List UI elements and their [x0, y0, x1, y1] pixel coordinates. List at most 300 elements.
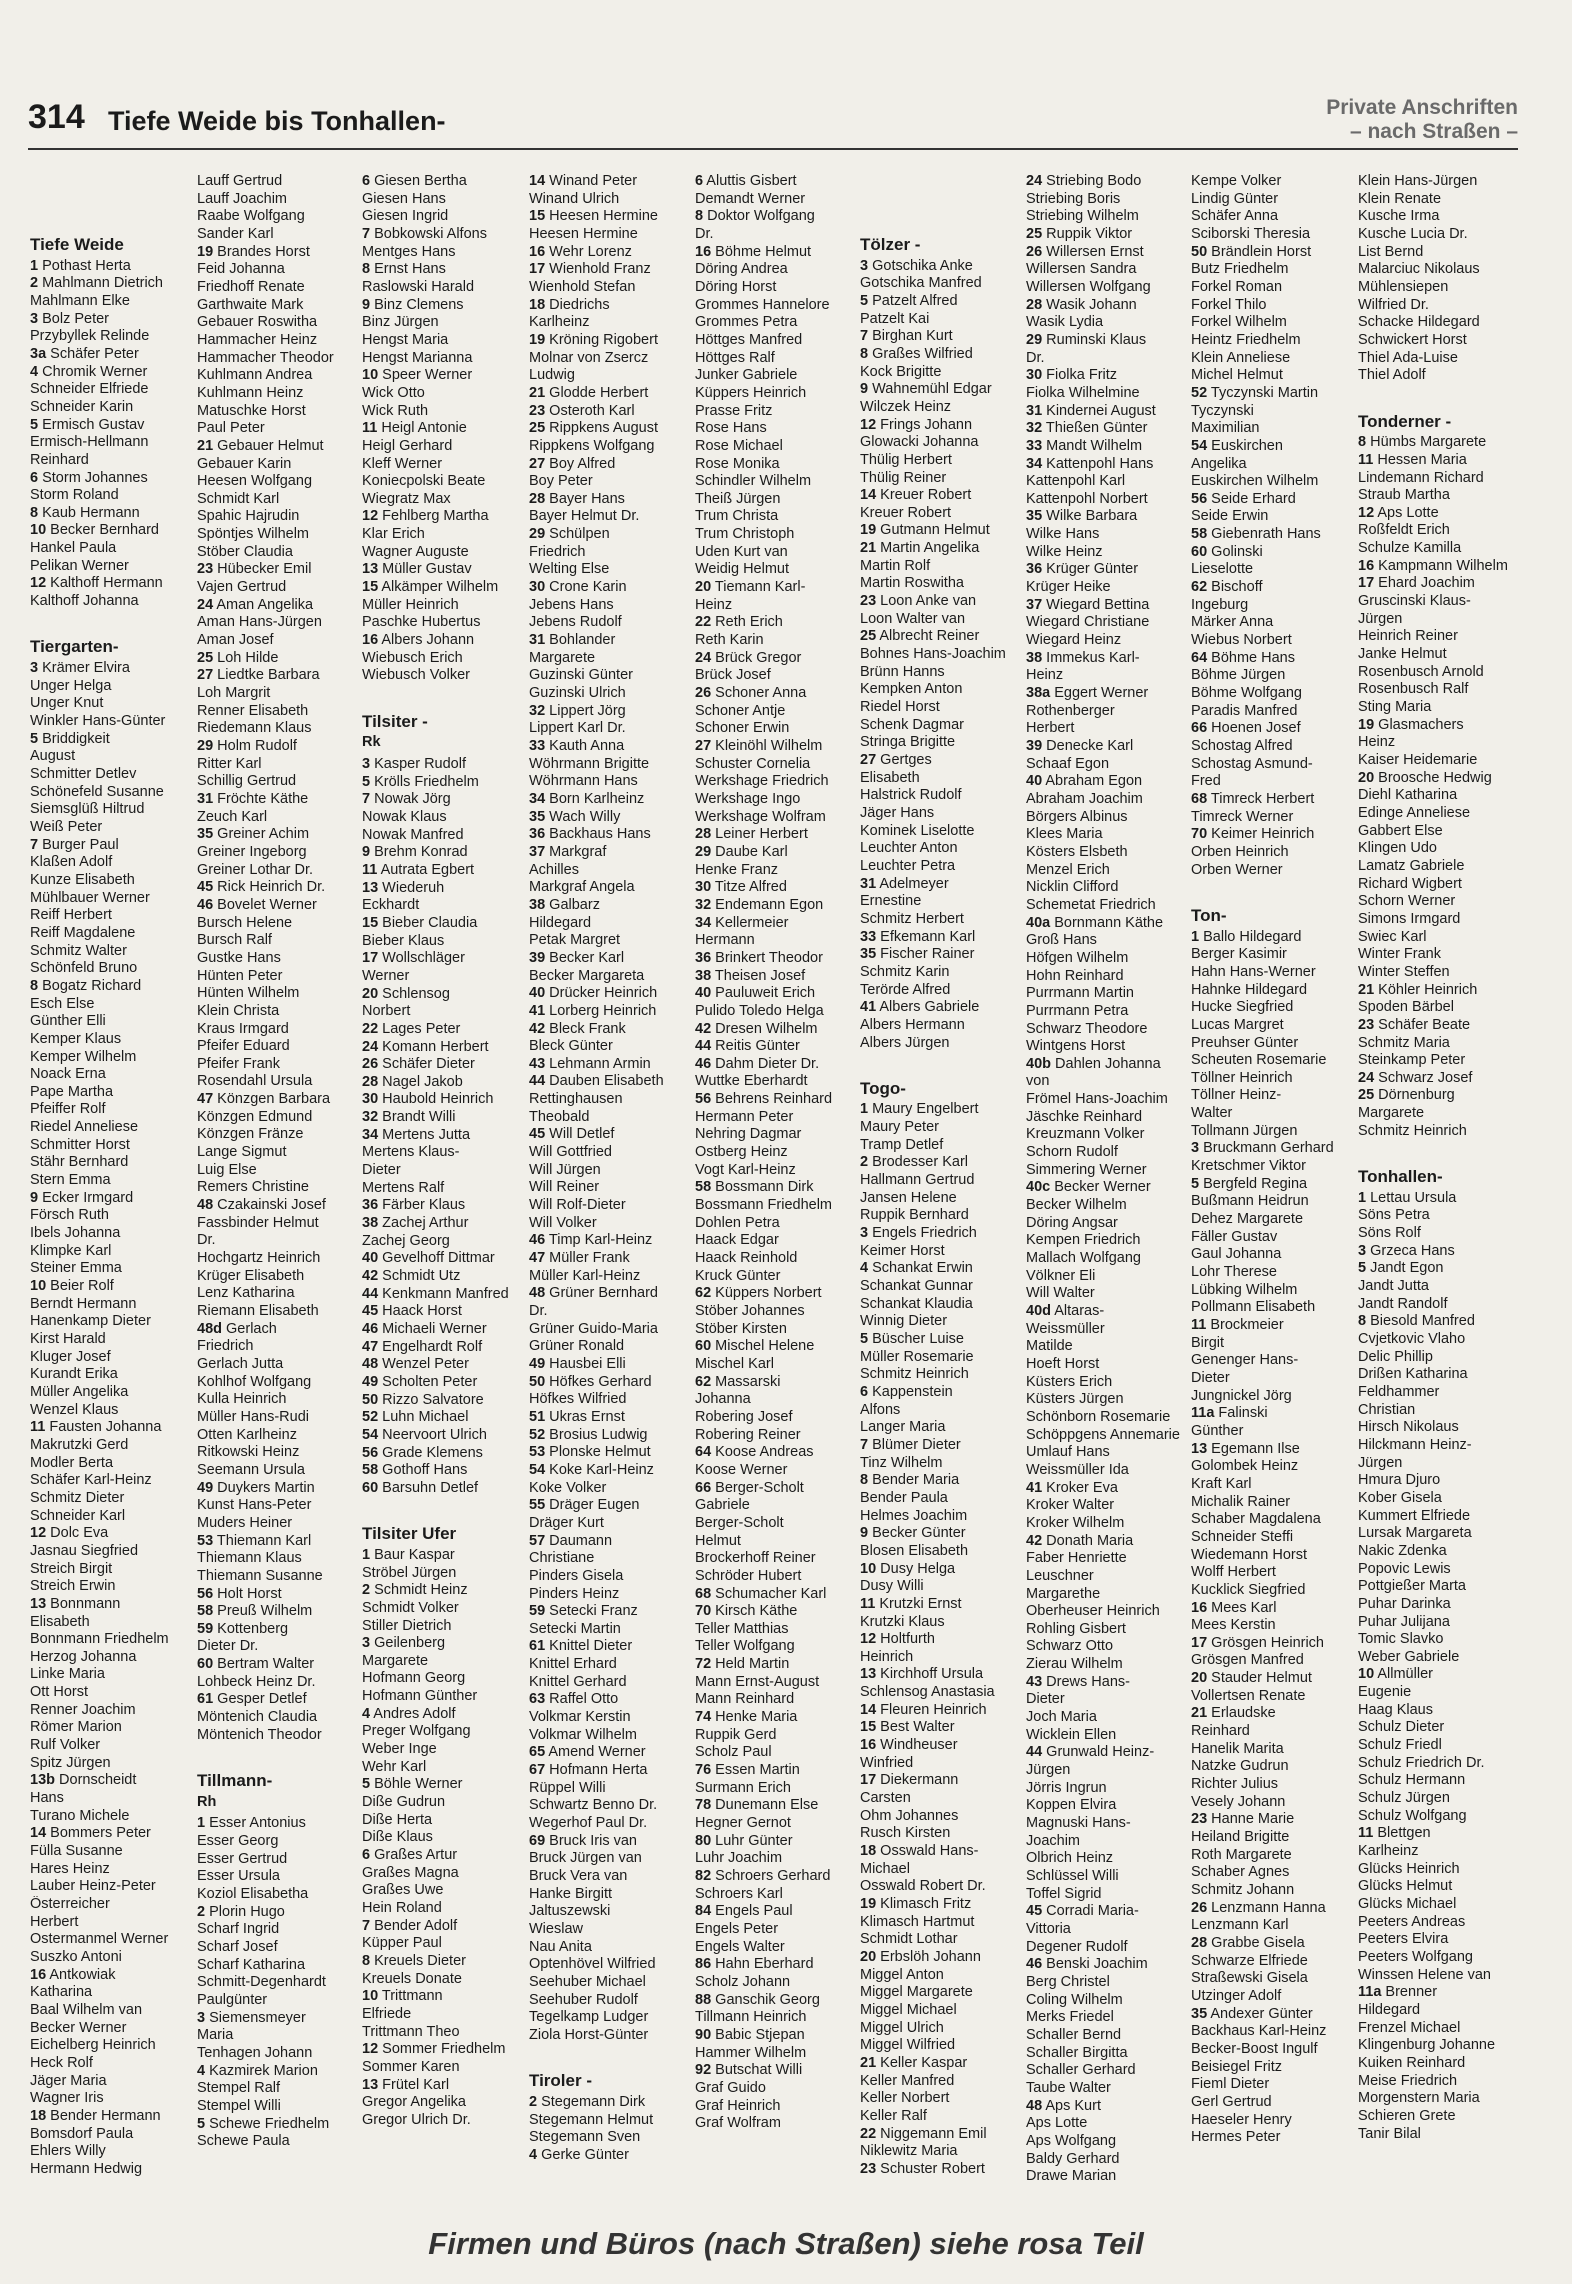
resident-entry: 67 Hofmann Herta — [529, 1762, 648, 1779]
resident-entry: Preuhser Günter — [1191, 1034, 1299, 1051]
resident-entry: Jäschke Reinhard — [1026, 1108, 1143, 1125]
resident-entry: Schmitz Heinrich — [1358, 1122, 1467, 1139]
resident-entry: Wenzel Klaus — [30, 1401, 119, 1418]
house-number: 3 — [1358, 1242, 1367, 1259]
resident-entry: Wiegratz Max — [362, 490, 451, 507]
resident-entry: Kominek Liselotte — [860, 822, 975, 839]
house-number: 28 — [1191, 1934, 1208, 1951]
resident-entry: 3a Schäfer Peter — [30, 345, 139, 362]
resident-entry: Trum Christoph — [695, 526, 795, 543]
resident-entry: Malarciuc Nikolaus — [1358, 261, 1480, 278]
resident-entry: 13b Dornscheidt — [30, 1772, 137, 1789]
house-number: 36 — [362, 1197, 379, 1214]
resident-entry: Heinrich Reiner — [1358, 628, 1458, 645]
resident-entry: 17 Diekermann — [860, 1772, 959, 1789]
resident-entry: Friedrich — [197, 1338, 254, 1355]
resident-entry: Hammacher Theodor — [197, 349, 334, 366]
resident-entry: Haeseler Henry — [1191, 2111, 1292, 2128]
resident-entry: Vittoria — [1026, 1920, 1071, 1937]
house-number: 53 — [197, 1532, 214, 1549]
house-number: 13 — [362, 2076, 379, 2093]
house-number: 47 — [362, 1338, 379, 1355]
resident-entry: Jungnickel Jörg — [1191, 1387, 1292, 1404]
house-number: 5 — [860, 1331, 869, 1347]
resident-entry: 40 Drücker Heinrich — [529, 985, 658, 1002]
resident-entry: Stöber Johannes — [695, 1303, 805, 1319]
resident-entry: Schostag Alfred — [1191, 738, 1293, 754]
resident-entry — [860, 208, 1028, 226]
resident-entry: Dohlen Petra — [695, 1214, 780, 1231]
resident-entry: Rosenbusch Arnold — [1358, 663, 1484, 680]
resident-entry: Pinders Gisela — [529, 1567, 624, 1584]
resident-entry: 34 Mertens Jutta — [362, 1126, 471, 1143]
resident-entry: Mann Ernst-August — [695, 1673, 820, 1690]
resident-entry: Söns Rolf — [1358, 1225, 1421, 1242]
house-number: 37 — [1026, 596, 1043, 613]
resident-entry: Werkshage Friedrich — [695, 773, 829, 790]
resident-entry: Möntenich Theodor — [197, 1726, 322, 1743]
resident-entry: Peeters Elvira — [1358, 1931, 1449, 1948]
resident-entry: Gerl Gertrud — [1191, 2093, 1272, 2110]
resident-entry: Setecki Martin — [529, 1620, 621, 1637]
resident-entry: Cvjetkovic Vlaho — [1358, 1331, 1466, 1347]
house-number: 11 — [1191, 1317, 1207, 1333]
resident-entry: Frenzel Michael — [1358, 2019, 1461, 2036]
resident-entry: 37 Wiegard Bettina — [1026, 596, 1150, 613]
resident-entry: Herbert — [30, 1913, 79, 1930]
resident-entry: Werkshage Wolfram — [695, 808, 826, 825]
resident-entry: Siemsglüß Hiltrud — [30, 801, 145, 818]
resident-entry: 18 Bender Hermann — [30, 2107, 161, 2124]
house-number: 44 — [362, 1285, 379, 1302]
resident-entry: Makrutzki Gerd — [30, 1436, 129, 1453]
resident-entry: Kretschmer Viktor — [1191, 1158, 1306, 1175]
house-number: 7 — [860, 328, 869, 345]
resident-entry: 36 Brinkert Theodor — [695, 949, 823, 966]
resident-entry: Boy Peter — [529, 473, 593, 490]
resident-entry: Graf Guido — [695, 2079, 766, 2096]
house-number: 49 — [362, 1373, 379, 1390]
house-number: 16 — [1358, 557, 1375, 574]
resident-entry: Rohling Gisbert — [1026, 1620, 1126, 1637]
resident-entry: Schieren Grete — [1358, 2107, 1456, 2124]
resident-entry: 11 Blettgen — [1358, 1825, 1431, 1842]
resident-entry: 40 Pauluweit Erich — [695, 985, 816, 1002]
resident-entry: 38 Theisen Josef — [695, 967, 806, 984]
resident-entry: 54 Koke Karl-Heinz — [529, 1461, 654, 1478]
resident-entry: Wilfried Dr. — [1358, 296, 1429, 313]
resident-entry: Wagner Auguste — [362, 543, 469, 560]
resident-entry: Miggel Ulrich — [860, 2019, 944, 2036]
resident-entry: 76 Essen Martin — [695, 1762, 800, 1779]
resident-entry: Hankel Paula — [30, 540, 117, 557]
resident-entry: Aman Josef — [197, 632, 274, 649]
resident-entry: 62 Bischoff — [1191, 579, 1263, 596]
resident-entry: 90 Babic Stjepan — [695, 2026, 805, 2043]
resident-entry: Michel Helmut — [1191, 367, 1283, 384]
resident-entry: Jörris Ingrun — [1026, 1779, 1107, 1796]
resident-entry: Lauff Joachim — [197, 190, 288, 207]
house-number: 24 — [362, 1038, 379, 1055]
house-number: 74 — [695, 1709, 712, 1726]
resident-entry: Kalthoff Johanna — [30, 593, 139, 610]
resident-entry: Wienhold Stefan — [529, 278, 636, 295]
resident-entry: Rettinghausen — [529, 1091, 623, 1108]
resident-entry: Giesen Hans — [362, 190, 446, 207]
resident-entry: Keller Manfred — [860, 2072, 955, 2089]
resident-entry: 45 Haack Horst — [362, 1303, 462, 1320]
house-number: 35 — [1026, 508, 1043, 525]
resident-entry: 16 Kampmann Wilhelm — [1358, 557, 1508, 574]
resident-entry: Schaller Birgitta — [1026, 2044, 1128, 2061]
house-number: 53 — [529, 1444, 546, 1461]
resident-entry: Pinders Heinz — [529, 1585, 620, 1602]
resident-entry: 46 Michaeli Werner — [362, 1321, 487, 1337]
resident-entry: Albers Jürgen — [860, 1034, 950, 1051]
resident-entry: 12 Kalthoff Hermann — [30, 575, 163, 592]
resident-entry: Aps Lotte — [1026, 2115, 1088, 2132]
resident-entry — [860, 191, 1028, 209]
resident-entry: Simons Irmgard — [1358, 910, 1461, 927]
house-number: 60 — [1191, 543, 1208, 560]
resident-entry: 2 Mahlmann Dietrich — [30, 275, 163, 292]
resident-entry: Söns Petra — [1358, 1207, 1430, 1224]
resident-entry: 21 Köhler Heinrich — [1358, 981, 1478, 998]
resident-entry: 23 Schuster Robert — [860, 2160, 985, 2177]
resident-entry: 35 Fischer Rainer — [860, 946, 975, 963]
resident-entry: 33 Efkemann Karl — [860, 928, 976, 945]
resident-entry: Jürgen — [1026, 1762, 1071, 1779]
house-number: 3 — [1191, 1140, 1200, 1157]
resident-entry: Dr. — [1026, 349, 1045, 366]
resident-entry: Kober Gisela — [1358, 1489, 1442, 1506]
resident-entry: Streich Birgit — [30, 1560, 113, 1577]
resident-entry: Esch Else — [30, 995, 95, 1012]
resident-entry: Ermisch-Hellmann — [30, 434, 149, 451]
house-number: 35 — [197, 826, 214, 843]
resident-entry: Glücks Michael — [1358, 1896, 1457, 1912]
resident-entry: Märker Anna — [1191, 614, 1274, 631]
resident-entry: Berger Kasimir — [1191, 946, 1287, 963]
resident-entry: Pape Martha — [30, 1083, 114, 1100]
house-number: 26 — [695, 685, 712, 702]
resident-entry: 8 Ernst Hans — [362, 261, 446, 278]
resident-entry: 25 Dörnenburg — [1358, 1087, 1455, 1104]
house-number: 34 — [529, 790, 546, 807]
house-number: 86 — [695, 1956, 712, 1973]
house-number: 17 — [1358, 575, 1375, 592]
house-number: 45 — [362, 1303, 379, 1320]
resident-entry: 43 Lehmann Armin — [529, 1055, 651, 1072]
resident-entry: Schuster Cornelia — [695, 755, 811, 772]
resident-entry: 31 Bohlander — [529, 632, 616, 649]
resident-entry: Willersen Wolfgang — [1026, 278, 1151, 295]
resident-entry: Schneider Elfriede — [30, 381, 149, 398]
resident-entry: 70 Kirsch Käthe — [695, 1603, 798, 1620]
resident-entry: 9 Brehm Konrad — [362, 844, 468, 861]
resident-entry: Johanna — [695, 1391, 751, 1408]
resident-entry: Surmann Erich — [695, 1779, 791, 1796]
resident-entry: 60 Barsuhn Detlef — [362, 1479, 479, 1496]
house-number: 20 — [695, 579, 712, 596]
house-number: 29 — [529, 526, 546, 543]
resident-entry: 40 Gevelhoff Dittmar — [362, 1250, 495, 1267]
resident-entry: 92 Butschat Willi — [695, 2062, 803, 2079]
resident-entry: Maximilian — [1191, 420, 1260, 437]
resident-entry: Kurandt Erika — [30, 1366, 118, 1383]
resident-entry: Robering Reiner — [695, 1426, 801, 1443]
resident-entry: Kusche Lucia Dr. — [1358, 225, 1468, 242]
resident-entry: 29 Daube Karl — [695, 843, 788, 860]
resident-entry: Renner Elisabeth — [197, 702, 309, 719]
house-number: 48 — [1026, 2097, 1043, 2114]
resident-entry: Jäger Maria — [30, 2072, 107, 2089]
resident-entry: Bohnes Hans-Joachim — [860, 646, 1006, 663]
resident-entry: Hallmann Gertrud — [860, 1172, 975, 1189]
house-number: 26 — [1026, 243, 1043, 260]
resident-entry: Uden Kurt van — [695, 543, 788, 560]
house-number: 45 — [197, 879, 214, 896]
house-number: 29 — [695, 843, 712, 860]
resident-entry: 11 Krutzki Ernst — [860, 1595, 962, 1612]
resident-entry: Winand Ulrich — [529, 190, 620, 207]
house-number: 12 — [860, 416, 877, 433]
directory-column — [529, 173, 697, 2165]
resident-entry: Will Walter — [1026, 1285, 1095, 1302]
resident-entry: 1 Lettau Ursula — [1358, 1189, 1457, 1206]
resident-entry: Modler Berta — [30, 1454, 114, 1471]
house-number: 13b — [30, 1772, 55, 1789]
resident-entry: Elisabeth — [30, 1613, 90, 1630]
resident-entry: Leuschner — [1026, 1567, 1094, 1584]
house-number: 25 — [529, 420, 546, 437]
resident-entry: Böhme Jürgen — [1191, 667, 1286, 684]
resident-entry: 15 Bieber Claudia — [362, 914, 478, 931]
resident-entry: Schindler Wilhelm — [695, 473, 812, 490]
resident-entry: 61 Gesper Detlef — [197, 1691, 307, 1708]
house-number: 42 — [529, 1020, 546, 1037]
house-number: 1 — [1191, 928, 1200, 945]
directory-column — [860, 173, 1028, 2179]
house-number: 18 — [30, 2107, 47, 2124]
house-number: 12 — [860, 1631, 877, 1648]
resident-entry: Merks Friedel — [1026, 2009, 1114, 2026]
house-number: 36 — [1026, 561, 1043, 578]
resident-entry: 15 Alkämper Wilhelm — [362, 579, 499, 596]
resident-entry: 4 Chromik Werner — [30, 363, 148, 380]
resident-entry: Lohbeck Heinz Dr. — [197, 1673, 316, 1690]
house-number: 12 — [362, 2041, 379, 2058]
resident-entry: Kuhlmann Andrea — [197, 367, 313, 384]
resident-entry: Magnuski Hans- — [1026, 1815, 1131, 1832]
resident-entry: 2 Stegemann Dirk — [529, 2093, 646, 2110]
resident-entry: 24 Brück Gregor — [695, 649, 802, 666]
house-number: 43 — [529, 1055, 546, 1072]
resident-entry: Bender Paula — [860, 1489, 948, 1506]
house-number: 42 — [695, 1020, 712, 1037]
resident-entry: Seemann Ursula — [197, 1461, 305, 1478]
house-number: 46 — [1026, 1956, 1043, 1973]
house-number: 7 — [362, 791, 371, 808]
resident-entry: 23 Hübecker Emil — [197, 561, 312, 578]
resident-entry: Dr. — [695, 225, 714, 242]
resident-entry: Lübking Wilhelm — [1191, 1281, 1298, 1298]
house-number: 25 — [1026, 225, 1043, 242]
house-number: 1 — [197, 1815, 206, 1832]
resident-entry: 10 Trittmann — [362, 1988, 443, 2005]
resident-entry: Rulf Volker — [30, 1737, 101, 1754]
street-heading: Tiefe Weide — [30, 234, 124, 254]
resident-entry: Luig Else — [197, 1161, 257, 1178]
resident-entry: 35 Wilke Barbara — [1026, 508, 1138, 525]
resident-entry: Tegelkamp Ludger — [529, 2009, 649, 2026]
resident-entry: Lieselotte — [1191, 561, 1254, 578]
resident-entry: Striebing Boris — [1026, 190, 1121, 207]
resident-entry: Pollmann Elisabeth — [1191, 1299, 1316, 1316]
resident-entry: Kreuels Donate — [362, 1970, 462, 1987]
resident-entry: 13 Wiederuh — [362, 879, 445, 896]
resident-entry: Hanelik Marita — [1191, 1740, 1284, 1757]
resident-entry: Günther Elli — [30, 1013, 106, 1030]
resident-entry: Birgit — [1191, 1334, 1225, 1351]
resident-entry: Höttges Manfred — [695, 331, 803, 348]
resident-entry: 5 Krölls Friedhelm — [362, 773, 479, 790]
resident-entry: Sander Karl — [197, 225, 274, 242]
house-number: 15 — [362, 914, 379, 931]
resident-entry: Raabe Wolfgang — [197, 208, 305, 225]
house-number: 5 — [30, 416, 39, 433]
district-code: Rk — [362, 734, 381, 751]
resident-entry: Schorn Werner — [1358, 893, 1456, 910]
resident-entry: Ziola Horst-Günter — [529, 2026, 649, 2043]
resident-entry: Loh Margrit — [197, 685, 271, 702]
house-number: 16 — [529, 243, 546, 260]
resident-entry: Hmura Djuro — [1358, 1472, 1441, 1489]
house-number: 30 — [529, 579, 546, 596]
resident-entry: Katharina — [30, 1984, 93, 2001]
resident-entry: 8 Kaub Hermann — [30, 504, 140, 521]
resident-entry: Nehring Dagmar — [695, 1126, 802, 1143]
resident-entry: Fieml Dieter — [1191, 2076, 1270, 2093]
resident-entry: Küsters Erich — [1026, 1373, 1113, 1390]
house-number: 56 — [1191, 490, 1208, 507]
resident-entry: 50 Höfkes Gerhard — [529, 1373, 652, 1390]
resident-entry: Schwarz Otto — [1026, 1638, 1114, 1655]
resident-entry: Schröder Hubert — [695, 1567, 802, 1584]
resident-entry: Wilke Hans — [1026, 526, 1100, 543]
resident-entry: 3 Krämer Elvira — [30, 660, 130, 677]
resident-entry: Ströbel Jürgen — [362, 1564, 457, 1581]
resident-entry: Hammer Wilhelm — [695, 2044, 807, 2061]
resident-entry: Schwarz Theodore — [1026, 1020, 1148, 1037]
resident-entry: Ludwig — [529, 367, 575, 384]
resident-entry: Müller Karl-Heinz — [529, 1267, 641, 1284]
house-number: 19 — [860, 522, 877, 539]
house-number: 15 — [362, 579, 379, 596]
house-number: 2 — [30, 275, 39, 292]
resident-entry: 34 Born Karlheinz — [529, 790, 645, 807]
resident-entry: 13 Bonnmann — [30, 1595, 121, 1612]
header-rule — [28, 148, 1518, 150]
resident-entry: Riedemann Klaus — [197, 720, 312, 737]
resident-entry: Tramp Detlef — [860, 1136, 944, 1153]
resident-entry: 64 Böhme Hans — [1191, 649, 1295, 666]
resident-entry: Stringa Brigitte — [860, 734, 956, 751]
resident-entry: 28 Bayer Hans — [529, 490, 625, 507]
resident-entry: Küppers Heinrich — [695, 384, 807, 401]
house-number: 48 — [362, 1356, 379, 1373]
resident-entry: 58 Preuß Wilhelm — [197, 1603, 313, 1620]
resident-entry: Coling Wilhelm — [1026, 1991, 1123, 2008]
resident-entry: 26 Lenzmann Hanna — [1191, 1899, 1326, 1916]
directory-column — [30, 173, 198, 2179]
resident-entry: Rosendahl Ursula — [197, 1073, 313, 1090]
resident-entry: 5 Patzelt Alfred — [860, 292, 958, 309]
house-number: 26 — [362, 1056, 379, 1073]
resident-entry: Stöber Claudia — [197, 543, 293, 560]
resident-entry: Krutzki Klaus — [860, 1613, 945, 1630]
resident-entry: 60 Golinski — [1191, 543, 1263, 560]
resident-entry: 25 Albrecht Reiner — [860, 628, 980, 645]
house-number: 88 — [695, 1991, 712, 2008]
resident-entry: Will Volker — [529, 1214, 597, 1231]
resident-entry: Richard Wigbert — [1358, 875, 1462, 892]
resident-entry: Jebens Rudolf — [529, 614, 622, 631]
resident-entry: 9 Binz Clemens — [362, 296, 464, 313]
house-number: 16 — [860, 1737, 877, 1754]
house-number: 44 — [1026, 1744, 1043, 1761]
house-number: 3 — [362, 1635, 371, 1652]
house-number: 63 — [529, 1691, 546, 1708]
resident-entry: Elisabeth — [860, 769, 920, 786]
house-number: 50 — [529, 1373, 546, 1390]
resident-entry: 38 Zachej Arthur — [362, 1215, 469, 1232]
resident-entry: Möntenich Claudia — [197, 1709, 318, 1726]
resident-entry: Wegerhof Paul Dr. — [529, 1815, 648, 1832]
resident-entry: Ingeburg — [1191, 596, 1249, 613]
resident-entry: Kraus Irmgard — [197, 1020, 289, 1037]
resident-entry: 12 Fehlberg Martha — [362, 508, 489, 525]
house-number: 72 — [695, 1656, 712, 1673]
resident-entry: Döring Horst — [695, 278, 777, 295]
resident-entry: Schulz Friedl — [1358, 1737, 1442, 1754]
resident-entry: Friedhoff Renate — [197, 278, 305, 295]
resident-entry: 13 Egemann Ilse — [1191, 1440, 1300, 1457]
resident-entry: Winkler Hans-Günter — [30, 713, 166, 730]
resident-entry: 86 Hahn Eberhard — [695, 1956, 814, 1973]
resident-entry: 28 Grabbe Gisela — [1191, 1934, 1305, 1951]
resident-entry: Graßes Uwe — [362, 1882, 444, 1899]
house-number: 15 — [860, 1719, 877, 1736]
resident-entry: Noack Erna — [30, 1066, 106, 1083]
house-number: 24 — [197, 596, 214, 613]
resident-entry: Turano Michele — [30, 1807, 130, 1824]
resident-entry: Spöntjes Wilhelm — [197, 526, 310, 543]
house-number: 54 — [529, 1461, 546, 1478]
resident-entry: Wiebusch Volker — [362, 667, 470, 684]
resident-entry — [1358, 385, 1526, 403]
resident-entry: Kuhlmann Heinz — [197, 384, 304, 401]
resident-entry: Töllner Heinz- — [1191, 1087, 1282, 1104]
house-number: 47 — [529, 1250, 546, 1267]
house-number: 22 — [860, 2125, 877, 2142]
resident-entry: Orben Werner — [1191, 861, 1283, 878]
resident-entry: Schwartz Benno Dr. — [529, 1797, 658, 1814]
resident-entry: Timreck Werner — [1191, 808, 1294, 825]
resident-entry: Wiedemann Horst — [1191, 1546, 1308, 1563]
resident-entry: Pfeiffer Rolf — [30, 1101, 106, 1118]
resident-entry: 44 Reitis Günter — [695, 1038, 800, 1055]
